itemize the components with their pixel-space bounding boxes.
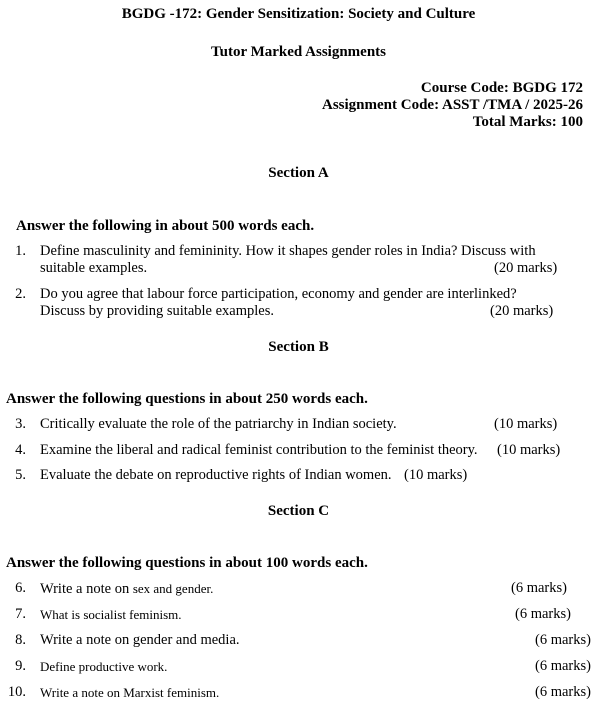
- question-text: suitable examples.: [40, 260, 148, 276]
- question-marks: (6 marks): [535, 684, 591, 700]
- document-title: BGDG -172: Gender Sensitization: Society and Culture: [121, 6, 476, 22]
- question-text: Do you agree that labour force participation, economy and gender are interlinked?: [40, 286, 517, 302]
- section-b-heading: Section B: [268, 339, 329, 355]
- section-b-instruction: Answer the following questions in about 250 words each.: [6, 391, 368, 407]
- question-number: 5.: [15, 467, 26, 483]
- question-marks: (10 marks): [404, 467, 468, 483]
- section-a-instruction: Answer the following in about 500 words each.: [16, 218, 315, 234]
- total-marks: Total Marks: 100: [472, 114, 583, 130]
- question-text: Evaluate the debate on reproductive rights of Indian women.: [40, 467, 392, 483]
- section-c-instruction: Answer the following questions in about 100 words each.: [6, 555, 368, 571]
- question-text: Critically evaluate the role of the patriarchy in Indian society.: [40, 416, 397, 432]
- question-number: 4.: [15, 442, 26, 458]
- question-number: 8.: [15, 632, 26, 648]
- question-number: 10.: [7, 684, 26, 700]
- question-marks: (6 marks): [535, 658, 591, 674]
- question-number: 9.: [15, 658, 26, 674]
- question-number: 3.: [15, 416, 26, 432]
- question-marks: (10 marks): [497, 442, 561, 458]
- question-marks: (6 marks): [515, 606, 571, 622]
- question-text-part: Write a note on: [40, 581, 133, 597]
- question-text: What is socialist feminism.: [40, 607, 182, 622]
- question-marks: (20 marks): [494, 260, 558, 276]
- question-text: Examine the liberal and radical feminist contribution to the feminist theory.: [40, 442, 478, 458]
- question-text: Write a note on Marxist feminism.: [40, 685, 220, 700]
- question-text: [40, 580, 213, 598]
- question-marks: (10 marks): [494, 416, 558, 432]
- document-subtitle: Tutor Marked Assignments: [210, 44, 387, 60]
- section-a-heading: Section A: [268, 165, 329, 181]
- assignment-code: Assignment Code: ASST /TMA / 2025-26: [321, 97, 583, 113]
- question-text-part: sex and gender.: [132, 581, 214, 596]
- course-code: Course Code: BGDG 172: [420, 80, 583, 96]
- question-text: Discuss by providing suitable examples.: [40, 303, 274, 319]
- question-text: Write a note on gender and media.: [40, 632, 240, 648]
- question-text: Define masculinity and femininity. How it shapes gender roles in India? Discuss with: [40, 243, 536, 259]
- section-c-heading: Section C: [267, 503, 330, 519]
- question-number: 6.: [15, 580, 26, 596]
- question-marks: (6 marks): [511, 580, 567, 596]
- question-number: 1.: [15, 243, 26, 259]
- question-marks: (6 marks): [535, 632, 591, 648]
- question-number: 7.: [15, 606, 26, 622]
- question-text: Define productive work.: [40, 659, 168, 674]
- question-marks: (20 marks): [490, 303, 554, 319]
- question-number: 2.: [15, 286, 26, 302]
